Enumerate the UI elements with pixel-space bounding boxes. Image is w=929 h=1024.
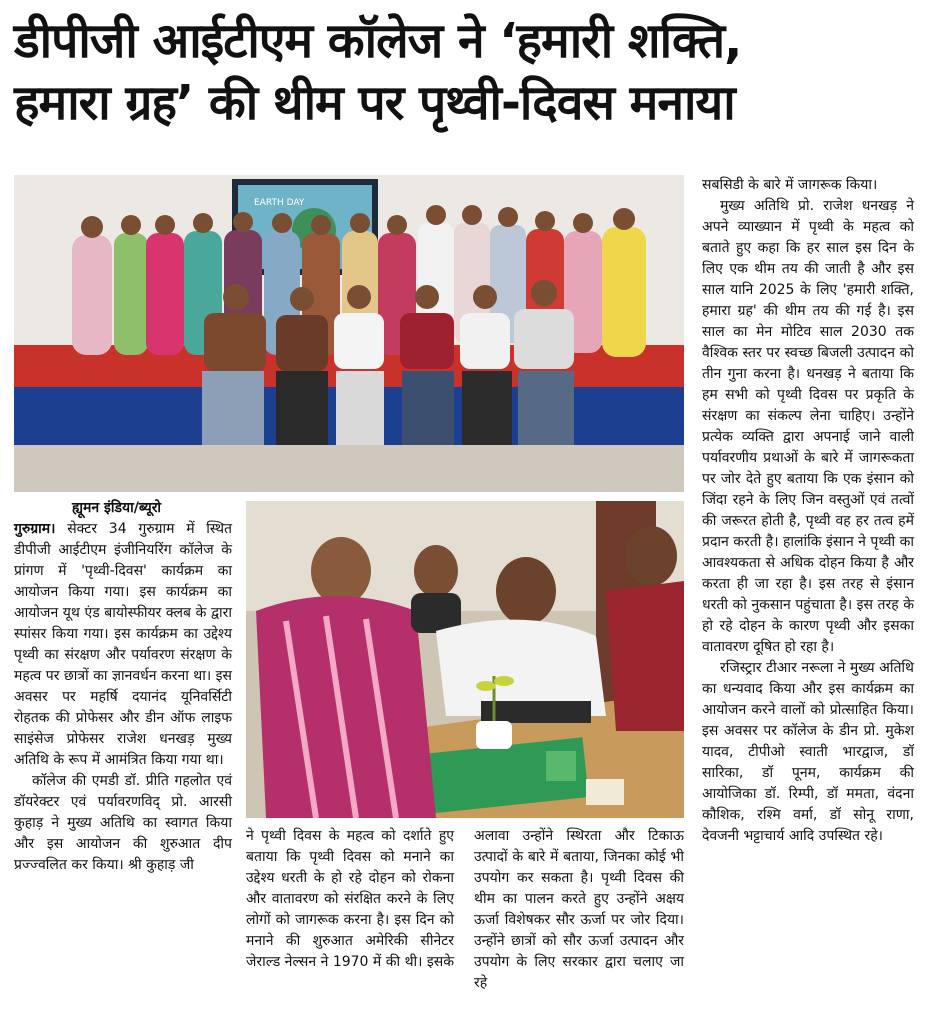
lab-photo	[246, 501, 684, 818]
column-2	[246, 826, 454, 973]
paragraph-chief-guest: मुख्य अतिथि प्रो. राजेश धनखड़ ने अपने व्याख्यान में पृथ्वी के महत्व को बताते हुए कहा कि हर साल इस दिन के लिए एक थीम तय की जाती है और इस साल यानि 2025 के लिए 'हमारी शक्ति, हमारा ग्रह' की थीम तय की गई है। इस साल का मेन मोटिव साल 2030 तक वैश्विक स्तर पर स्वच्छ बिजली उत्पादन को तीन गुना करना है। धनखड़ ने बताया कि हम सभी को पृथ्वी दिवस पर प्रकृति के संरक्षण का संकल्प लेना चाहिए। उन्होंने प्रत्येक व्यक्ति द्वारा अपनाई जाने वाली पर्यावरणीय प्रथाओं के बारे में जागरूकता पर जोर देते हुए बताया कि एक इंसान को जिंदा रहने के लिए जिन वस्तुओं एवं तत्वों की जरूरत होती है, पृथ्वी वह हर तत्व हमें प्रदान करती है। हालांकि इंसान ने पृथ्वी का आवश्यकता से अधिक दोहन किया है और करता ही जा रहा है। इस तरह से इंसान धरती को नुकसान पहुंचाता है। इस तरह के हो रहे दोहन के कारण पृथ्वी और इसका वातावरण दूषित हो रहा है।	[702, 198, 914, 655]
group-photo	[14, 175, 684, 492]
paragraph-subsidy: सबसिडी के बारे में जागरूक किया।	[702, 177, 878, 193]
paragraph-intro-text: सेक्टर 34 गुरुग्राम में स्थित डीपीजी आईटीएम इंजीनियरिंग कॉलेज के प्रांगण में 'पृथ्वी-दिवस' कार्यक्रम का आयोजन किया गया। इस कार्यक्रम का आयोजन यूथ एंड बायोस्फीयर क्लब के द्वारा स्पांसर किया गया। इस कार्यक्रम का उद्देश्य पृथ्वी का संरक्षण और पर्यावरण संरक्षण के महत्व पर छात्रों का ज्ञानवर्धन करना था। इस अवसर पर महर्षि दयानंद यूनिवर्सिटी रोहतक की प्रोफेसर और डीन ऑफ लाइफ साइंसेज प्रोफेसर राजेश धनखड़ मुख्य अतिथि के रूप में आमंत्रित किया गया था।	[14, 521, 233, 768]
headline	[14, 10, 914, 134]
paragraph-solar-energy: अलावा उन्होंने स्थिरता और टिकाऊ उत्पादों के बारे में बताया, जिनका कोई भी उपयोग कर सकता है। पृथ्वी दिवस की थीम का पालन करते हुए उन्होंने अक्षय ऊर्जा विशेषकर सौर ऊर्जा पर जोर दिया। उन्होंने छात्रों को सौर ऊर्जा उत्पादन और उपयोग के लिए सरकार द्वारा चलाए जा रहे	[474, 828, 684, 991]
headline-line-1: डीपीजी आईटीएम कॉलेज ने ‘हमारी शक्ति,	[14, 13, 742, 69]
lab-photo-illustration	[246, 501, 684, 818]
paragraph-welcome: कॉलेज की एमडी डॉ. प्रीति गहलोत एवं डॉयरेक्टर एवं पर्यावरणविद् प्रो. आरसी कुहाड़ ने मुख्य अतिथि का स्वागत किया और इस आयोजन की शुरुआत दीप प्रज्ज्वलित कर किया। श्री कुहाड़ जी	[14, 773, 232, 873]
dateline: गुरुग्राम।	[14, 521, 56, 537]
paragraph-registrar: रजिस्ट्रार टीआर नरूला ने मुख्य अतिथि का धन्यवाद किया और इस कार्यक्रम का आयोजन करने वालों को प्रोत्साहित किया। इस अवसर पर कॉलेज के डीन प्रो. मुकेश यादव, टीपीओ स्वाती भारद्वाज, डॉ सारिका, डॉ पूनम, कार्यक्रम की आयोजिका डॉ. रिम्पी, डॉ ममता, वंदना कौशिक, रश्मि वर्मा, डॉ सोनू राणा, देवजनी भट्टाचार्य आदि उपस्थित रहे।	[702, 660, 914, 844]
group-photo-illustration	[14, 175, 684, 492]
byline: ह्यूमन इंडिया/ब्यूरो	[72, 500, 162, 516]
paragraph-earth-day-purpose: ने पृथ्वी दिवस के महत्व को दर्शाते हुए बताया कि पृथ्वी दिवस को मनाने का उद्देश्य धरती के हो रहे दोहन को रोकना और वातावरण को संरक्षित करने के लिए लोगों को जागरूक करना है। इस दिन को मनाने की शुरुआत अमेरिकी सीनेटर जेराल्ड नेल्सन ने 1970 में की थी। इसके	[246, 828, 454, 970]
headline-line-2: हमारा ग्रह’ की थीम पर पृथ्वी-दिवस मनाया	[14, 75, 735, 131]
paragraph-intro	[14, 519, 232, 771]
column-4	[702, 175, 914, 847]
screen-text: EARTH DAY	[254, 198, 305, 208]
column-3	[474, 826, 684, 994]
column-1	[14, 498, 232, 876]
